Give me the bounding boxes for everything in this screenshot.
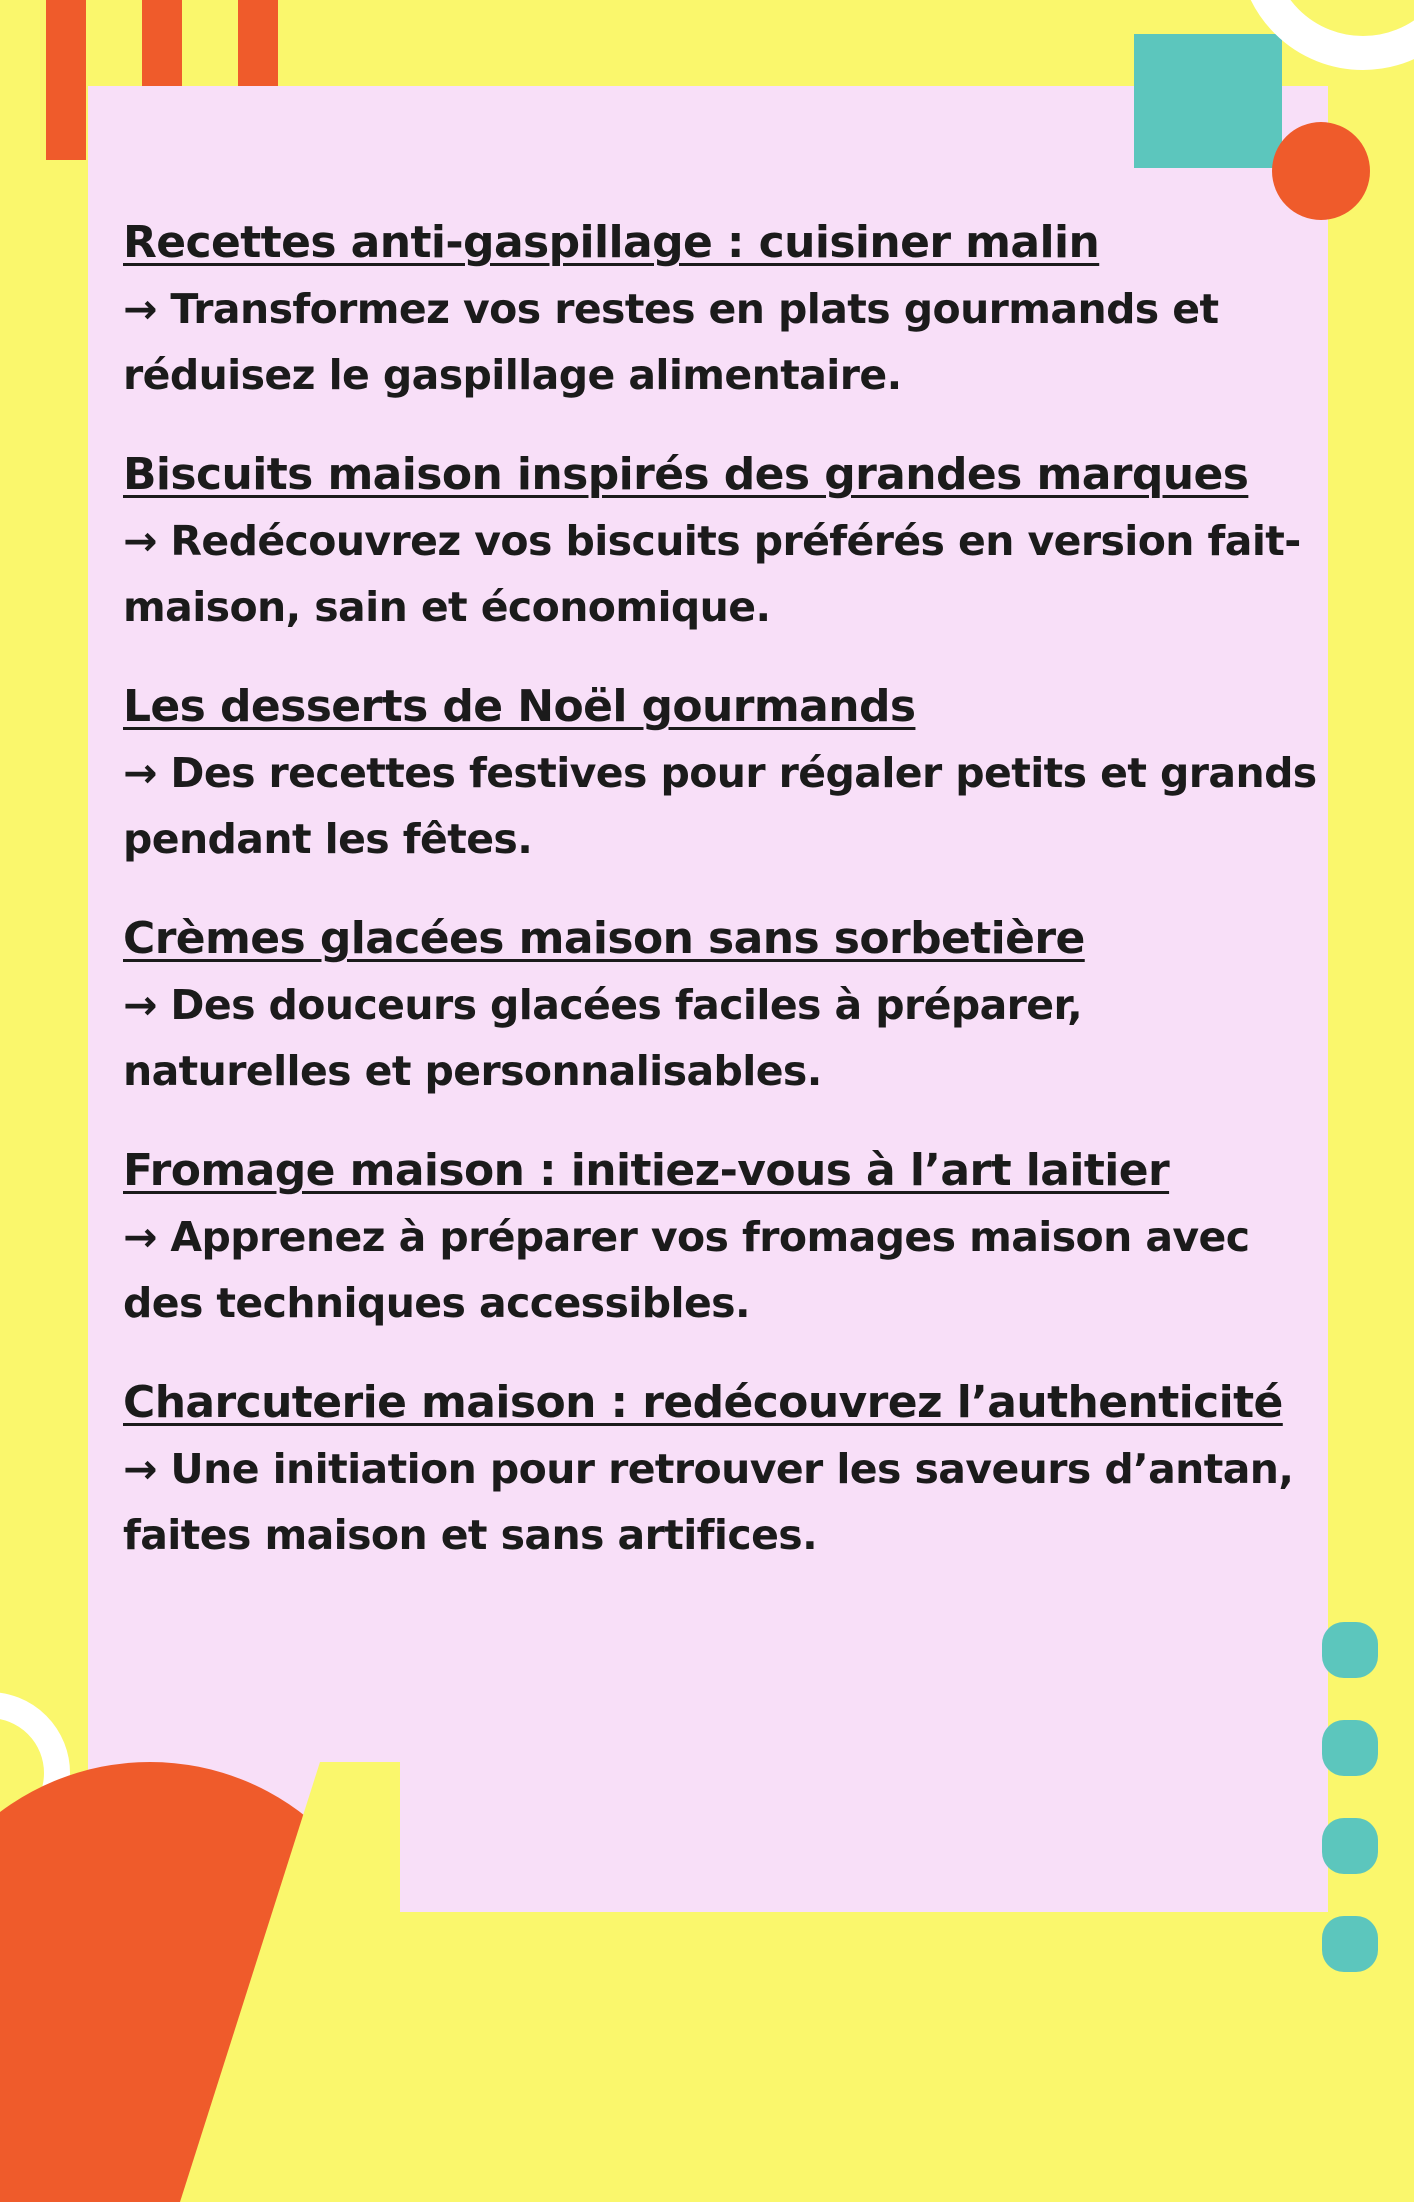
- item-description: → Des douceurs glacées faciles à préparer, naturelles et personnalisables.: [123, 981, 1083, 1095]
- item-title: Biscuits maison inspirés des grandes marques: [123, 449, 1249, 500]
- item-description: → Apprenez à préparer vos fromages maison avec des techniques accessibles.: [123, 1213, 1250, 1327]
- decor-teal-dot: [1322, 1720, 1378, 1776]
- decor-teal-dot: [1322, 1916, 1378, 1972]
- decor-teal-dot: [1322, 1622, 1378, 1678]
- decor-orange-circle: [1272, 122, 1370, 220]
- item-title: Charcuterie maison : redécouvrez l’authenticité: [123, 1377, 1283, 1428]
- item-title: Recettes anti-gaspillage : cuisiner malin: [123, 217, 1100, 268]
- decor-teal-dot: [1322, 1818, 1378, 1874]
- list-item: [123, 1370, 1323, 1568]
- decor-bar-1: [46, 0, 86, 160]
- item-description: → Transformez vos restes en plats gourmands et réduisez le gaspillage alimentaire.: [123, 285, 1219, 399]
- list-item: [123, 442, 1323, 640]
- decor-orange-half-circle: [0, 1762, 400, 2202]
- recipe-list: [123, 210, 1323, 1602]
- list-item: [123, 906, 1323, 1104]
- list-item: [123, 674, 1323, 872]
- item-description: → Une initiation pour retrouver les saveurs d’antan, faites maison et sans artifices.: [123, 1445, 1294, 1559]
- list-item: [123, 210, 1323, 408]
- item-title: Crèmes glacées maison sans sorbetière: [123, 913, 1085, 964]
- decor-teal-dots: [1322, 1622, 1380, 2014]
- decor-teal-square: [1134, 34, 1282, 168]
- item-title: Les desserts de Noël gourmands: [123, 681, 916, 732]
- item-description: → Redécouvrez vos biscuits préférés en version fait-maison, sain et économique.: [123, 517, 1301, 631]
- list-item: [123, 1138, 1323, 1336]
- item-description: → Des recettes festives pour régaler petits et grands pendant les fêtes.: [123, 749, 1317, 863]
- item-title: Fromage maison : initiez-vous à l’art laitier: [123, 1145, 1170, 1196]
